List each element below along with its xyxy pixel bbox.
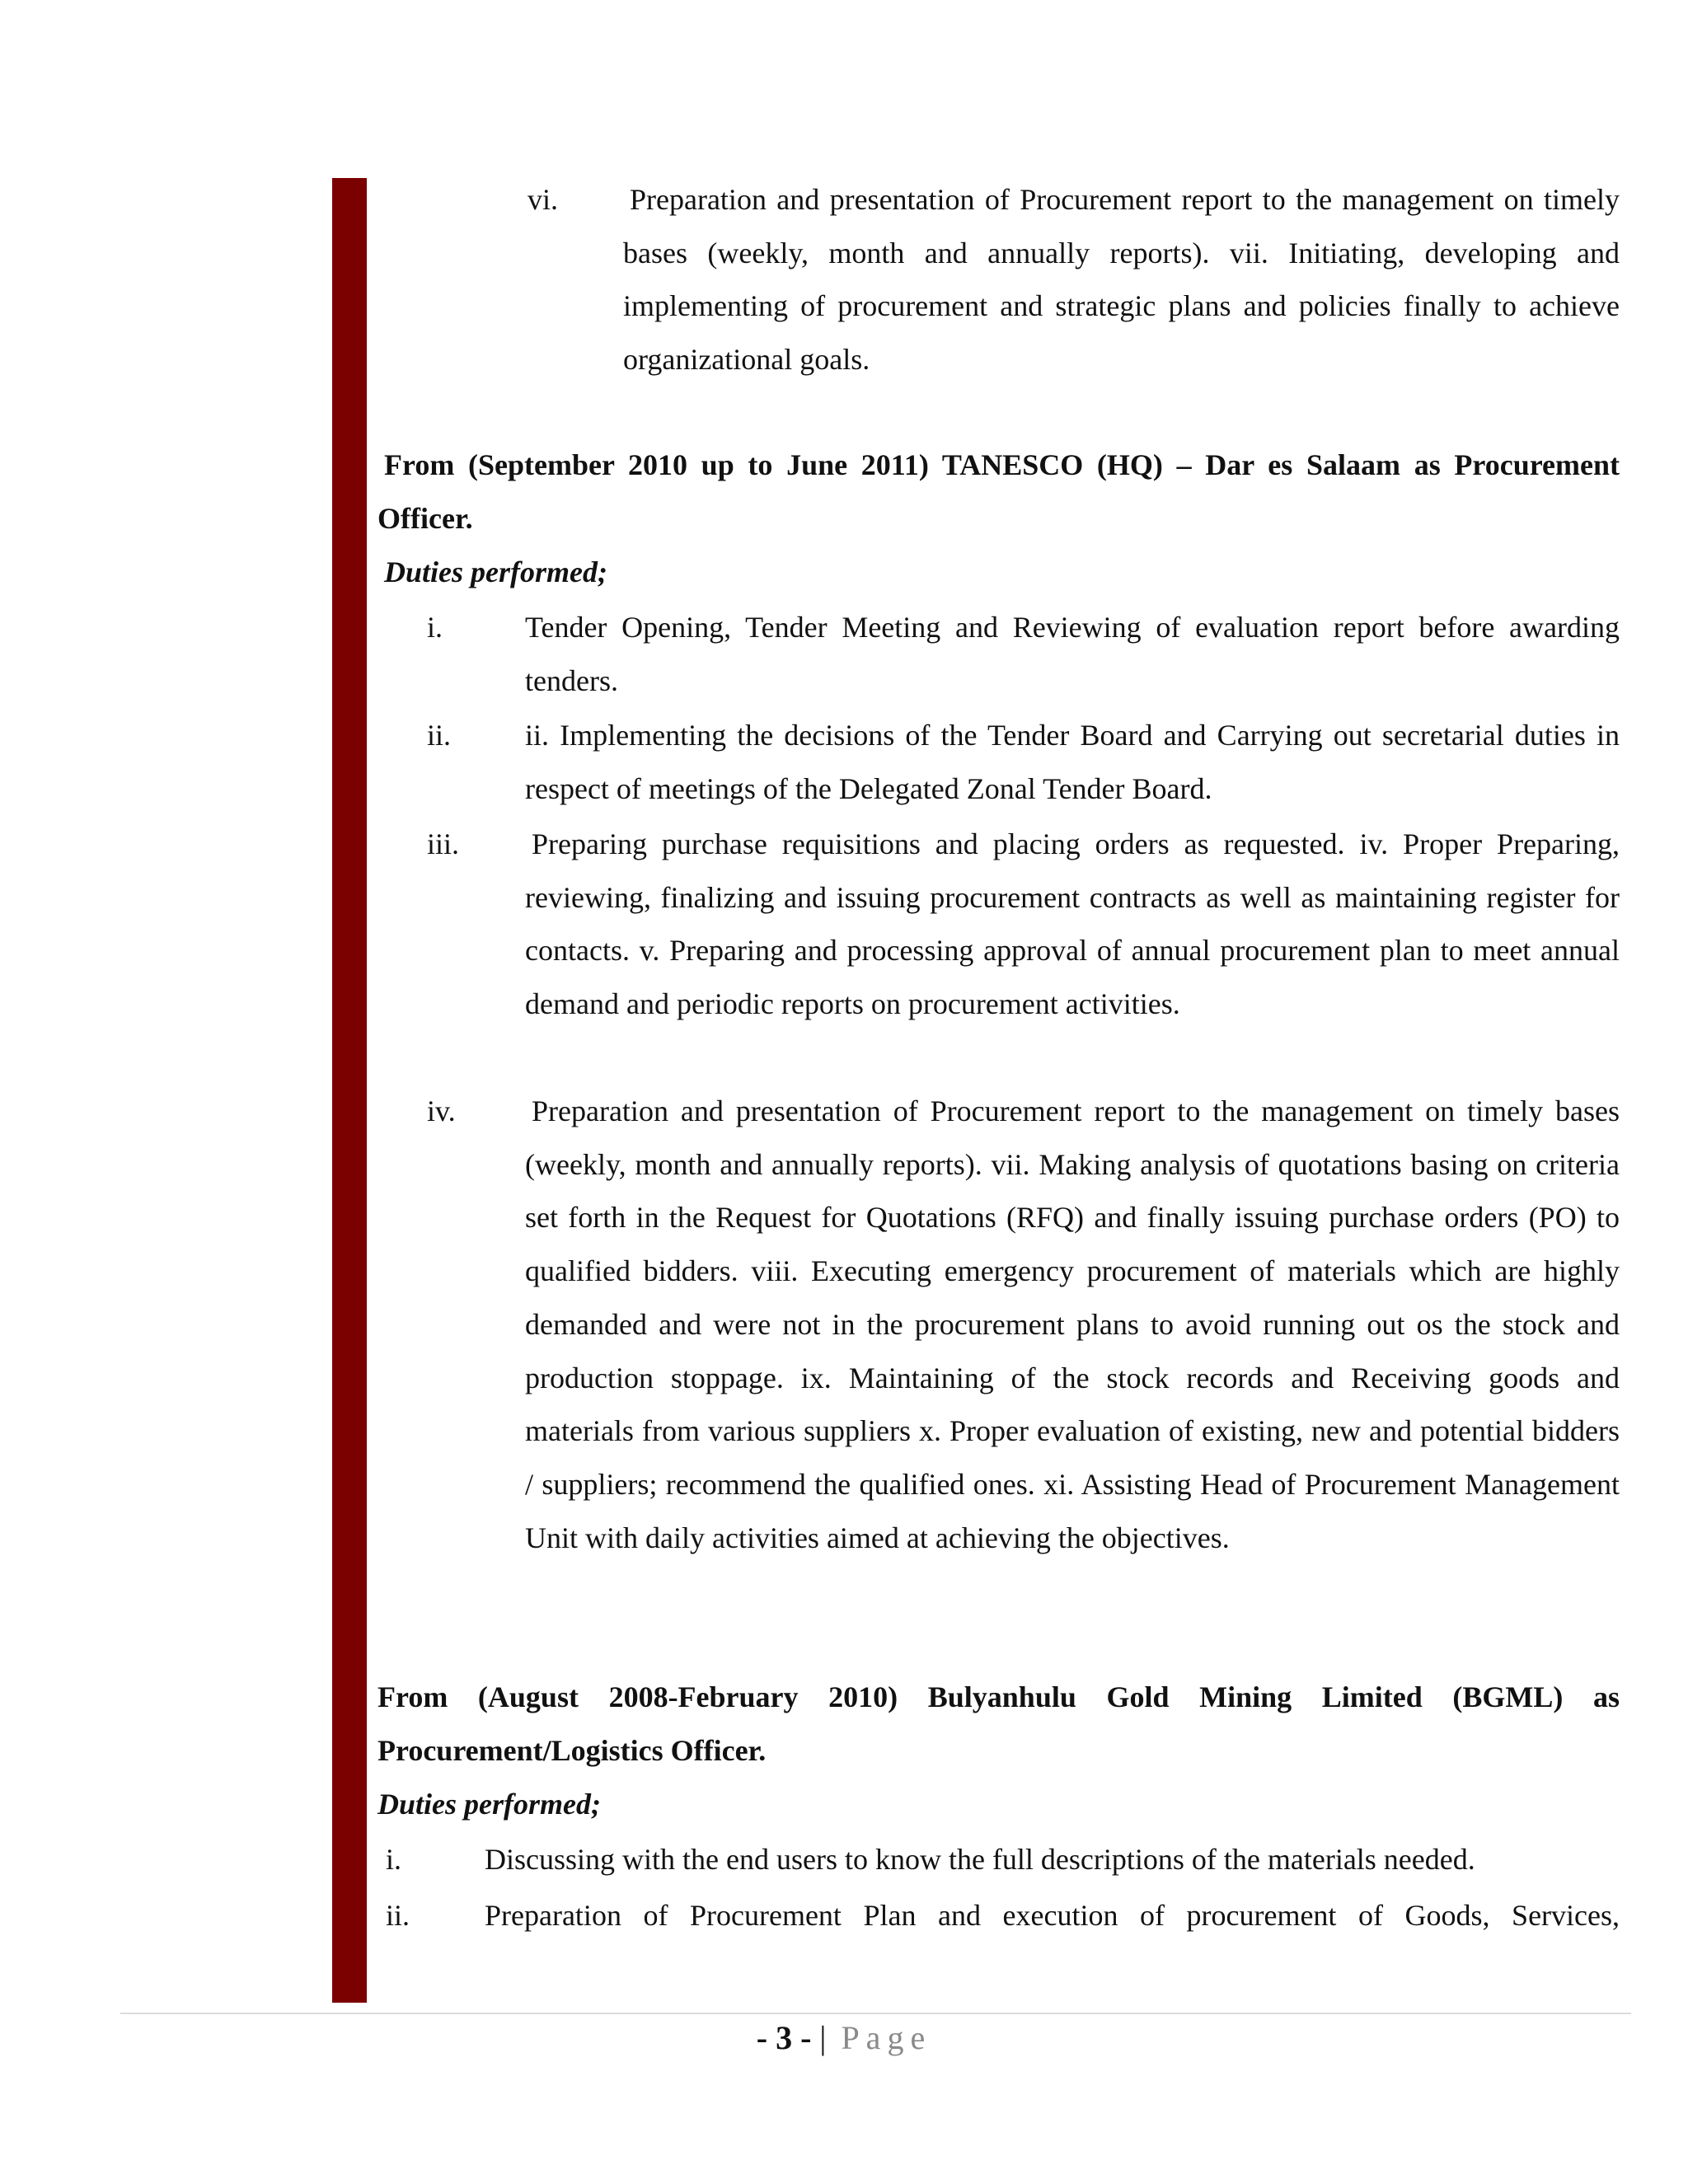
list-number: iv. [427,1094,456,1127]
left-accent-bar [332,178,367,2003]
list-item-text: Discussing with the end users to know the full descriptions of the materials needed. [485,1843,1475,1876]
list-item-text: Preparation and presentation of Procurement report to the management on timely bases (weekly, month and annually reports). vii. Making analysis of quotations basing on criteria set forth in the Request for Quotations (RFQ) and finally issuing purchase orders (PO) to qualified bidders. viii. Executing emergency procurement of materials which are highly demanded and were not in the procurement plans to avoid running out os the stock and production stoppage. ix. Maintaining of the stock records and Receiving goods and materials from various suppliers x. Proper evaluation of existing, new and potential bidders / suppliers; recommend the qualified ones. xi. Assisting Head of Procurement Management Unit with daily activities aimed at achieving the objectives. [525,1094,1620,1554]
list-number: ii. [427,719,452,752]
list-number: iii. [427,827,460,860]
duties-label: Duties performed; [384,555,607,588]
page-number: - 3 - [756,2019,820,2056]
list-number: i. [427,611,443,644]
duties-label: Duties performed; [377,1788,601,1821]
list-item-text: Preparation and presentation of Procurement report to the management on timely bases (weekly, month and annually reports). vii. Initiating, developing and implementing of procurement and strategic plans and policies finally to achieve organizational goals. [623,183,1620,377]
page-label: Page [826,2019,932,2056]
list-item-text: ii. Implementing the decisions of the Tender Board and Carrying out secretarial duties in respect of meetings of the Delegated Zonal Tender Board. [525,719,1620,805]
footer-divider [120,2013,1631,2014]
list-number: vi. [528,183,559,216]
page-footer [0,2018,1688,2059]
list-item-text: Preparing purchase requisitions and placing orders as requested. iv. Proper Preparing, reviewing, finalizing and issuing procurement contracts as well as maintaining register for contacts. v. Preparing and processing approval of annual procurement plan to meet annual demand and periodic reports on procurement activities. [525,827,1620,1021]
list-item-text: Preparation of Procurement Plan and execution of procurement of Goods, Services, [485,1899,1620,1932]
section-heading: From (September 2010 up to June 2011) TANESCO (HQ) – Dar es Salaam as Procurement Officer. [377,448,1620,535]
section-heading: From (August 2008-February 2010) Bulyanhulu Gold Mining Limited (BGML) as Procurement/Logistics Officer. [377,1680,1620,1767]
list-number: i. [386,1843,402,1876]
list-item-text: Tender Opening, Tender Meeting and Reviewing of evaluation report before awarding tenders. [525,611,1620,697]
footer-separator: | [819,2019,827,2056]
list-number: ii. [386,1899,410,1932]
